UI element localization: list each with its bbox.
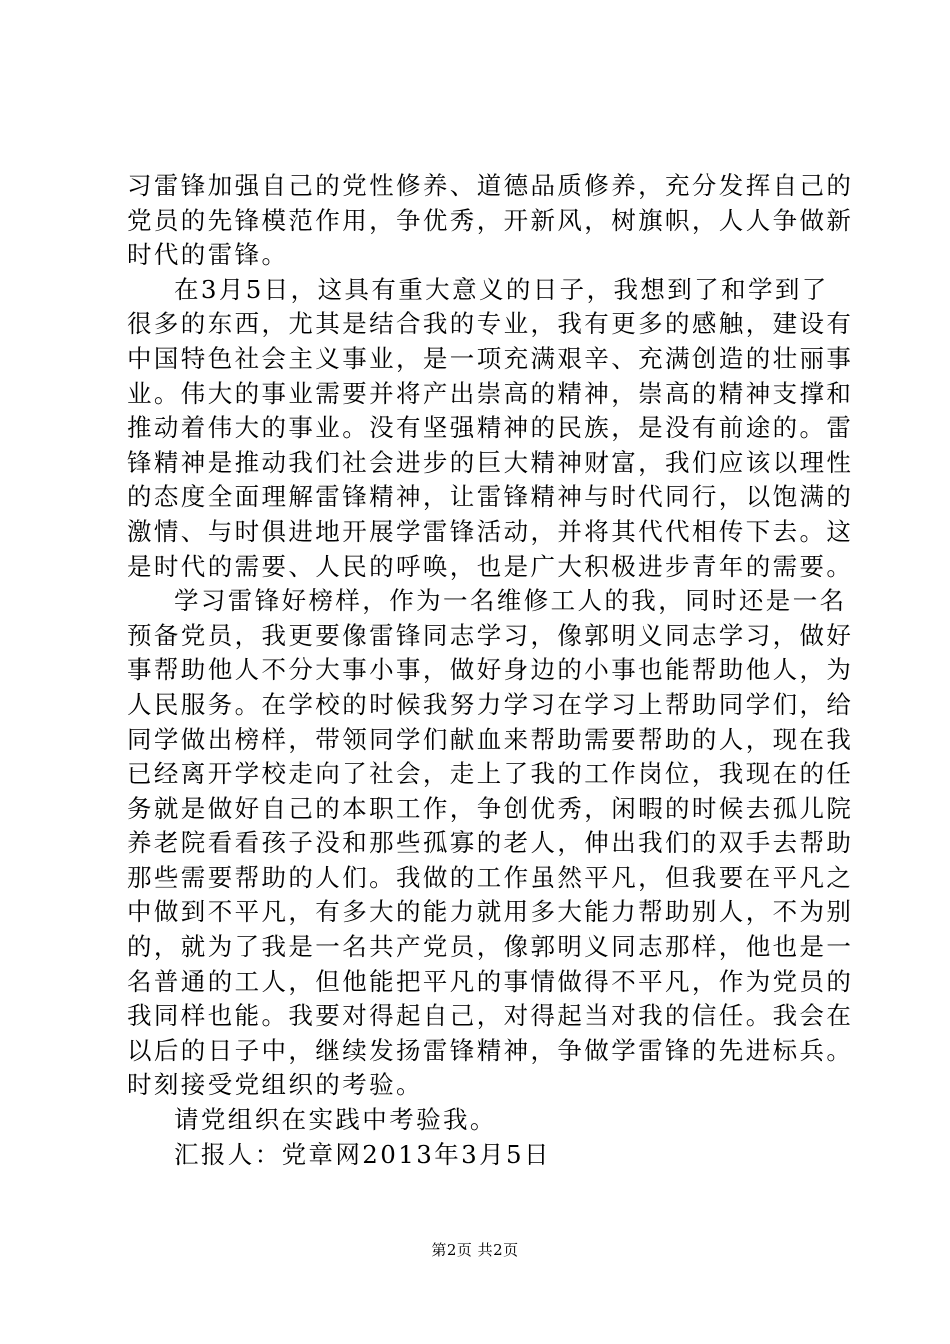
text-line: 养老院看看孩子没和那些孤寡的老人，伸出我们的双手去帮助 <box>127 828 854 858</box>
closing-request-line: 请党组织在实践中考验我。 <box>174 1105 497 1135</box>
text-line: 中做到不平凡，有多大的能力就用多大能力帮助别人，不为别 <box>127 897 854 927</box>
text-line: 事帮助他人不分大事小事，做好身边的小事也能帮助他人，为 <box>127 655 854 685</box>
reporter-signature-line: 汇报人：党章网2013年3月5日 <box>174 1139 551 1169</box>
text-line: 务就是做好自己的本职工作，争创优秀，闲暇的时候去孤儿院 <box>127 793 854 823</box>
text-line: 名普通的工人，但他能把平凡的事情做得不平凡，作为党员的 <box>127 966 854 996</box>
text-line: 那些需要帮助的人们。我做的工作虽然平凡，但我要在平凡之 <box>127 862 854 892</box>
text-line: 已经离开学校走向了社会，走上了我的工作岗位，我现在的任 <box>127 759 854 789</box>
text-line: 的态度全面理解雷锋精神，让雷锋精神与时代同行，以饱满的 <box>127 482 854 512</box>
text-line: 同学做出榜样，带领同学们献血来帮助需要帮助的人，现在我 <box>127 724 854 754</box>
text-line: 锋精神是推动我们社会进步的巨大精神财富，我们应该以理性 <box>127 447 854 477</box>
text-line: 中国特色社会主义事业，是一项充满艰辛、充满创造的壮丽事 <box>127 343 854 373</box>
text-line: 以后的日子中，继续发扬雷锋精神，争做学雷锋的先进标兵。 <box>127 1035 854 1065</box>
text-line: 业。伟大的事业需要并将产出崇高的精神，崇高的精神支撑和 <box>127 378 854 408</box>
paragraph-start-line: 学习雷锋好榜样，作为一名维修工人的我，同时还是一名 <box>174 586 847 616</box>
text-line: 激情、与时俱进地开展学雷锋活动，并将其代代相传下去。这 <box>127 516 854 546</box>
text-line: 的，就为了我是一名共产党员，像郭明义同志那样，他也是一 <box>127 932 854 962</box>
text-line: 习雷锋加强自己的党性修养、道德品质修养，充分发挥自己的 <box>127 171 854 200</box>
text-line: 党员的先锋模范作用，争优秀，开新风，树旗帜，人人争做新 <box>127 205 854 235</box>
text-line: 时代的雷锋。 <box>127 240 289 270</box>
text-line: 人民服务。在学校的时候我努力学习在学习上帮助同学们，给 <box>127 689 854 719</box>
paragraph-start-line: 在3月5日，这具有重大意义的日子，我想到了和学到了 <box>174 274 829 304</box>
text-line: 预备党员，我更要像雷锋同志学习，像郭明义同志学习，做好 <box>127 620 854 650</box>
text-line: 是时代的需要、人民的呼唤，也是广大积极进步青年的需要。 <box>127 551 854 581</box>
page-number-footer: 第2页 共2页 <box>431 1241 519 1259</box>
text-line: 时刻接受党组织的考验。 <box>127 1070 423 1100</box>
text-line: 我同样也能。我要对得起自己，对得起当对我的信任。我会在 <box>127 1001 854 1031</box>
text-line: 推动着伟大的事业。没有坚强精神的民族，是没有前途的。雷 <box>127 413 854 443</box>
document-body <box>127 169 854 1172</box>
text-line: 很多的东西，尤其是结合我的专业，我有更多的感触，建设有 <box>127 309 854 339</box>
